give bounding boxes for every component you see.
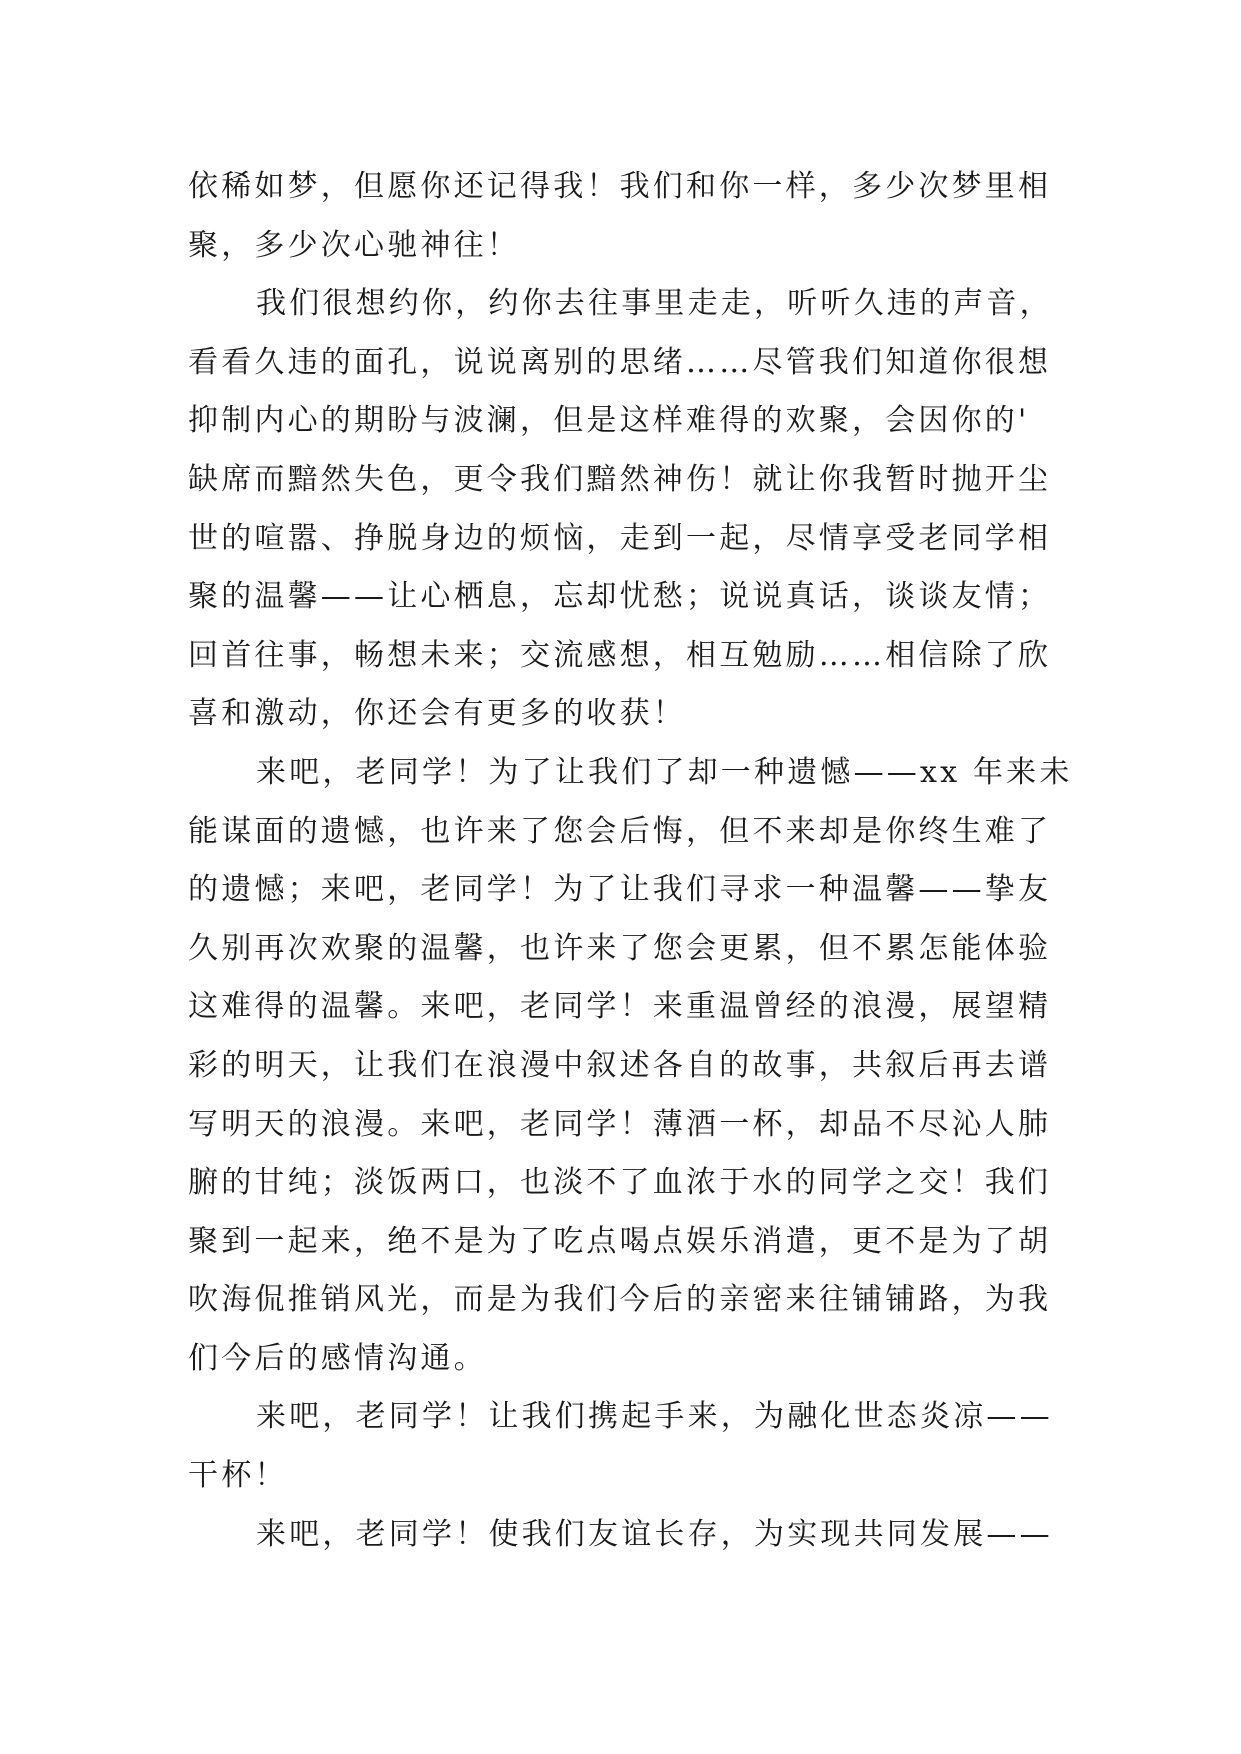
text-line: 我们很想约你，约你去往事里走走，听听久违的声音， bbox=[256, 286, 1053, 322]
text-line: 这难得的温馨。来吧，老同学！来重温曾经的浪漫，展望精 bbox=[188, 989, 1052, 1025]
text-line: 看看久违的面孔，说说离别的思绪……尽管我们知道你很想 bbox=[188, 344, 1052, 380]
text-line: 能谋面的遗憾，也许来了您会后悔，但不来却是你终生难了 bbox=[188, 813, 1052, 849]
text-line: 聚的温馨——让心栖息，忘却忧愁；说说真话，谈谈友情； bbox=[188, 579, 1052, 615]
body-text bbox=[188, 158, 1073, 1564]
text-line: 彩的明天，让我们在浪漫中叙述各自的故事，共叙后再去谱 bbox=[188, 1047, 1052, 1083]
text-line: 抑制内心的期盼与波澜，但是这样难得的欢聚，会因你的' bbox=[188, 403, 1030, 439]
text-line: 依稀如梦，但愿你还记得我！我们和你一样，多少次梦里相 bbox=[188, 169, 1052, 204]
text-line: 回首往事，畅想未来；交流感想，相互勉励……相信除了欣 bbox=[188, 637, 1052, 673]
text-line: 腑的甘纯；淡饭两口，也淡不了血浓于水的同学之交！我们 bbox=[188, 1165, 1052, 1201]
text-line: 来吧，老同学！为了让我们了却一种遗憾——xx 年来未 bbox=[256, 754, 1073, 790]
text-line: 世的喧嚣、挣脱身边的烦恼，走到一起，尽情享受老同学相 bbox=[188, 520, 1052, 556]
text-line: 聚，多少次心驰神往！ bbox=[188, 227, 520, 263]
text-line: 聚到一起来，绝不是为了吃点喝点娱乐消遣，更不是为了胡 bbox=[188, 1223, 1052, 1259]
text-line: 们今后的感情沟通。 bbox=[188, 1340, 487, 1376]
text-line: 来吧，老同学！让我们携起手来，为融化世态炎凉—— bbox=[256, 1399, 1053, 1435]
text-line: 的遗憾；来吧，老同学！为了让我们寻求一种温馨——挚友 bbox=[188, 872, 1052, 908]
text-line: 吹海侃推销风光，而是为我们今后的亲密来往铺铺路，为我 bbox=[188, 1282, 1052, 1318]
text-line: 来吧，老同学！使我们友谊长存，为实现共同发展—— bbox=[256, 1516, 1053, 1552]
text-line: 喜和激动，你还会有更多的收获！ bbox=[188, 696, 686, 732]
text-line: 缺席而黯然失色，更令我们黯然神伤！就让你我暂时抛开尘 bbox=[188, 461, 1052, 497]
text-line: 久别再次欢聚的温馨，也许来了您会更累，但不累怎能体验 bbox=[188, 930, 1052, 966]
text-line: 干杯！ bbox=[188, 1458, 288, 1494]
text-line: 写明天的浪漫。来吧，老同学！薄酒一杯，却品不尽沁人肺 bbox=[188, 1106, 1052, 1142]
